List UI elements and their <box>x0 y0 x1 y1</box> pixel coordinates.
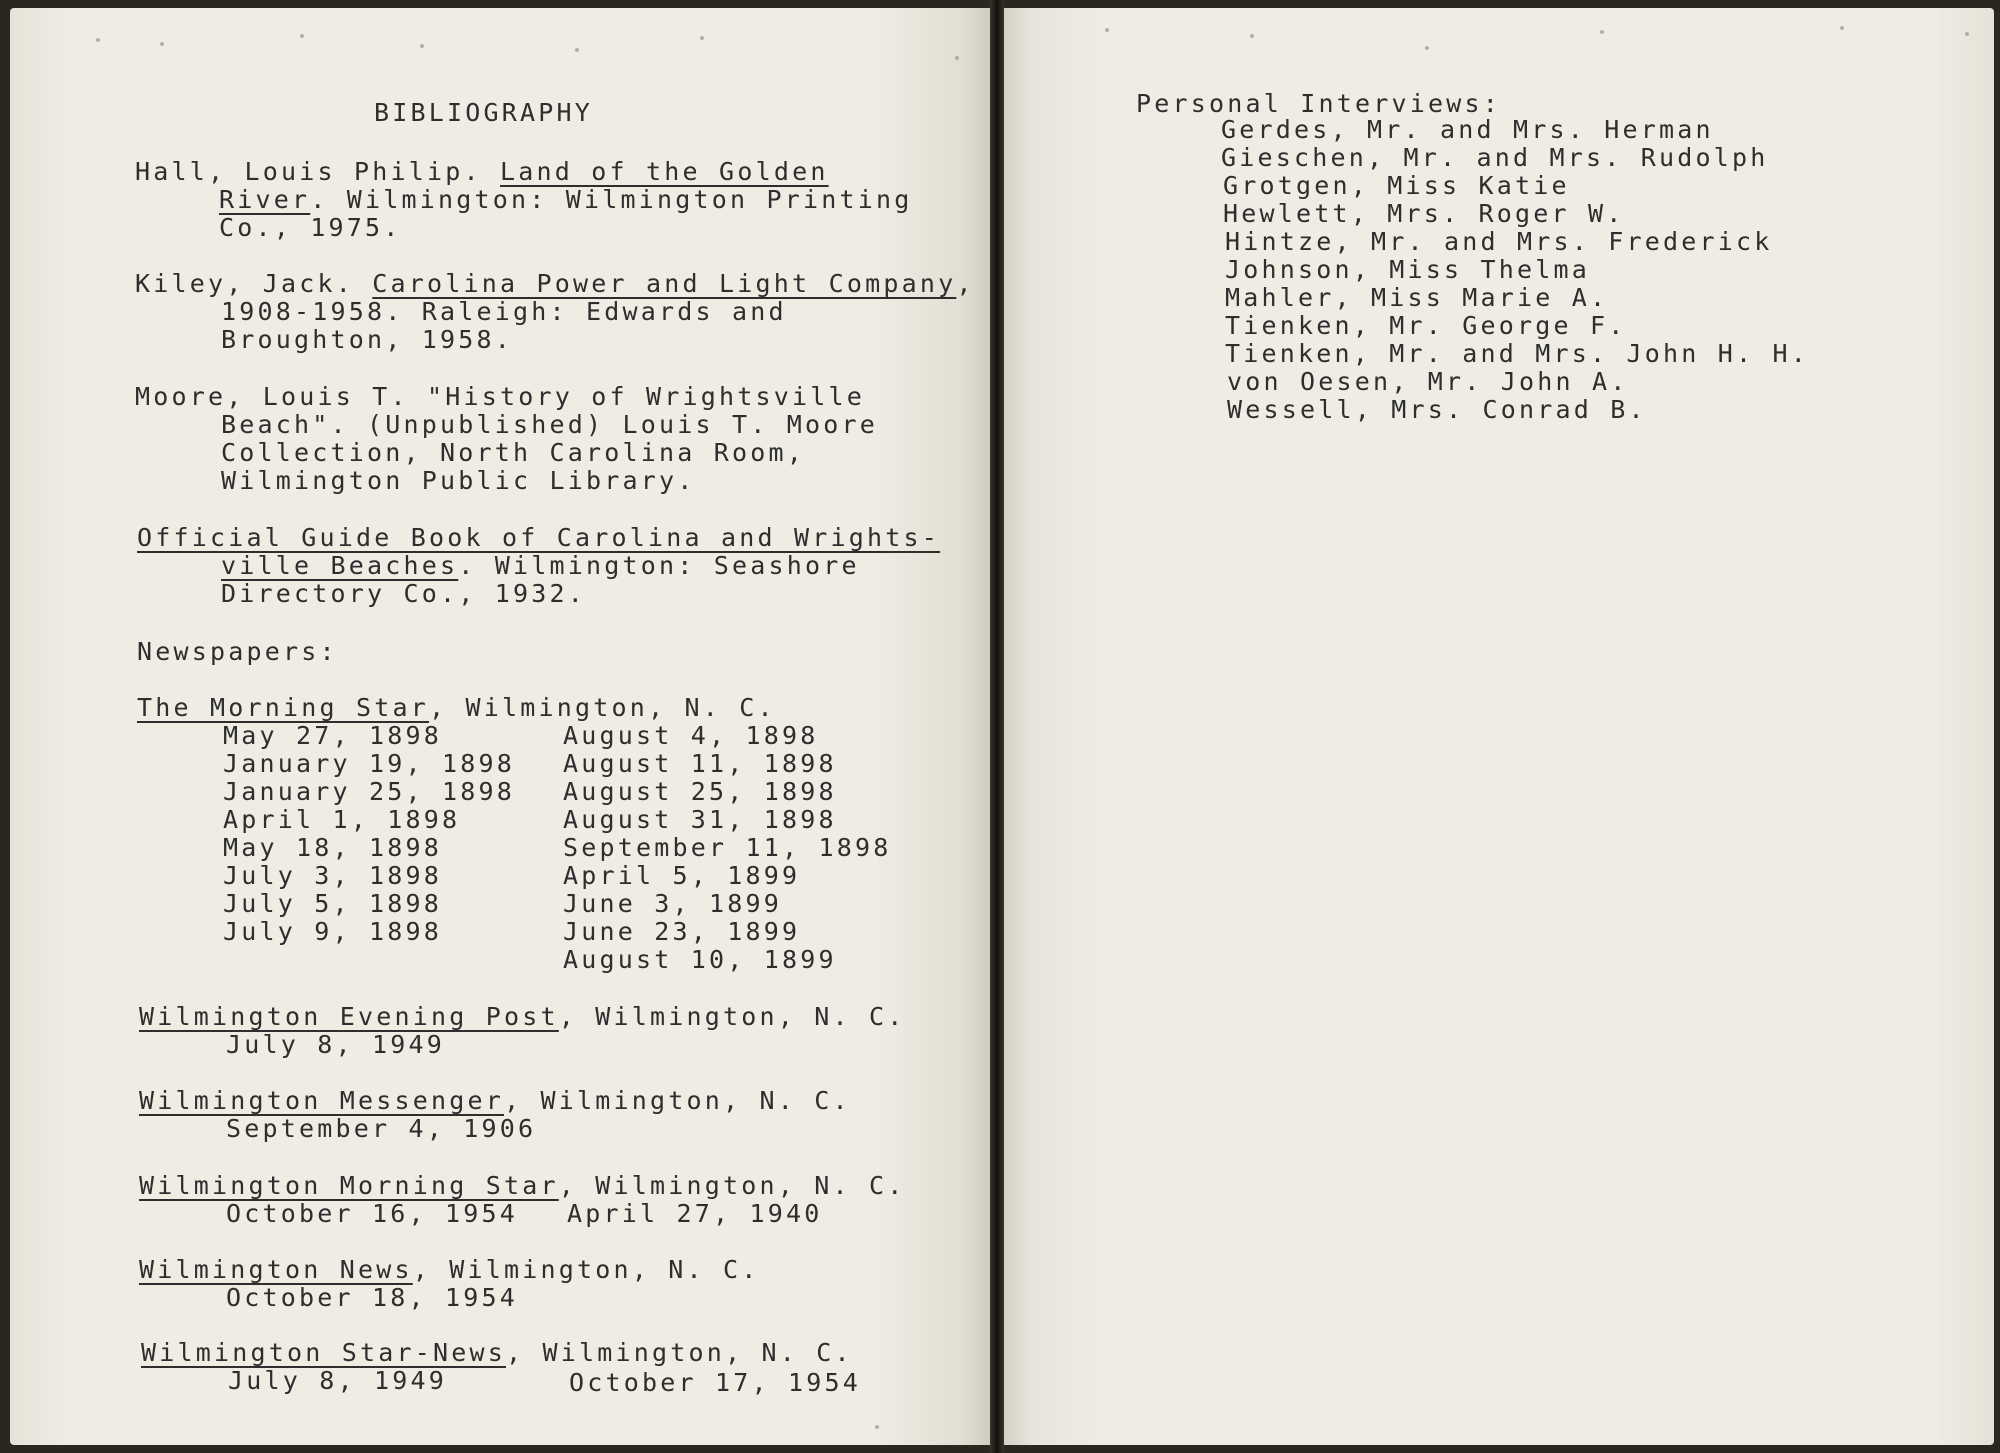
paper-speck <box>1600 30 1604 34</box>
date-item: August 11, 1898 <box>563 749 837 778</box>
newspaper-title: Wilmington Morning Star <box>139 1171 559 1200</box>
paper-speck <box>420 44 424 48</box>
date-item: August 10, 1899 <box>563 945 837 974</box>
interviewee: Grotgen, Miss Katie <box>1223 171 1570 200</box>
date-item: July 3, 1898 <box>223 861 443 890</box>
paper-speck <box>575 48 579 52</box>
book-title: Carolina Power and Light Company <box>372 269 957 298</box>
book-title: Land of the Golden <box>500 157 829 186</box>
page-heading: BIBLIOGRAPHY <box>374 98 594 127</box>
date-item: January 19, 1898 <box>223 749 516 778</box>
newspaper-title: Wilmington Star-News <box>141 1338 507 1367</box>
interviewee: Gerdes, Mr. and Mrs. Herman <box>1221 115 1714 144</box>
bib-entry-hall-line1: Hall, Louis Philip. Land of the Golden <box>135 157 829 186</box>
date-item: May 18, 1898 <box>223 833 443 862</box>
date-item: July 9, 1898 <box>223 917 443 946</box>
date-item: June 3, 1899 <box>563 889 783 918</box>
bib-entry-kiley-line1: Kiley, Jack. Carolina Power and Light Company, <box>135 269 975 298</box>
newspaper-title: Wilmington Messenger <box>139 1086 505 1115</box>
interviewee: Mahler, Miss Marie A. <box>1225 283 1609 312</box>
bib-entry-guide-line3: Directory Co., 1932. <box>221 579 587 608</box>
bib-entry-moore-line3: Collection, North Carolina Room, <box>221 438 806 467</box>
bib-entry-moore-line1: Moore, Louis T. "History of Wrightsville <box>135 382 866 411</box>
date-item: May 27, 1898 <box>223 721 443 750</box>
paper-speck <box>955 56 959 60</box>
interviewee: Hewlett, Mrs. Roger W. <box>1223 199 1625 228</box>
date-item: October 18, 1954 <box>226 1283 519 1312</box>
date-item: August 4, 1898 <box>563 721 819 750</box>
interviewee: Wessell, Mrs. Conrad B. <box>1227 395 1647 424</box>
bib-entry-kiley-line3: Broughton, 1958. <box>221 325 514 354</box>
left-page <box>10 8 992 1445</box>
date-item: August 25, 1898 <box>563 777 837 806</box>
date-item: June 23, 1899 <box>563 917 801 946</box>
interviewee: von Oesen, Mr. John A. <box>1227 367 1629 396</box>
paper-speck <box>1965 32 1969 36</box>
newspapers-label: Newspapers: <box>137 637 338 666</box>
interviewee: Hintze, Mr. and Mrs. Frederick <box>1225 227 1773 256</box>
interviewee: Johnson, Miss Thelma <box>1225 255 1591 284</box>
paper-speck <box>1105 28 1109 32</box>
bib-entry-hall-line3: Co., 1975. <box>219 213 402 242</box>
newspaper-title: Wilmington News <box>139 1255 413 1284</box>
paper-speck <box>700 36 704 40</box>
newspaper-wilmington-news: Wilmington News, Wilmington, N. C. <box>139 1255 760 1284</box>
date-item: April 5, 1899 <box>563 861 801 890</box>
paper-speck <box>1840 26 1844 30</box>
book-title: Official Guide Book of Carolina and Wrights- <box>137 523 941 552</box>
interviewee: Tienken, Mr. George F. <box>1225 311 1627 340</box>
date-item: October 16, 1954 <box>226 1199 519 1228</box>
book-gutter <box>990 0 1004 1453</box>
paper-speck <box>1250 34 1254 38</box>
interviewee: Gieschen, Mr. and Mrs. Rudolph <box>1221 143 1769 172</box>
paper-speck <box>1425 46 1429 50</box>
paper-speck <box>300 34 304 38</box>
interviews-heading: Personal Interviews: <box>1136 89 1502 118</box>
date-item: September 11, 1898 <box>563 833 892 862</box>
book-title: River <box>219 185 311 214</box>
bib-entry-guide-line1 <box>137 524 940 552</box>
paper-speck <box>875 1425 879 1429</box>
date-item: April 1, 1898 <box>223 805 461 834</box>
date-item: July 5, 1898 <box>223 889 443 918</box>
bib-entry-hall-line2: River. Wilmington: Wilmington Printing <box>219 185 913 214</box>
bib-entry-moore-line4: Wilmington Public Library. <box>221 466 696 495</box>
paper-speck <box>160 42 164 46</box>
interviewee: Tienken, Mr. and Mrs. John H. H. <box>1225 339 1810 368</box>
bib-entry-kiley-line2: 1908-1958. Raleigh: Edwards and <box>221 297 787 326</box>
date-item: September 4, 1906 <box>226 1114 537 1143</box>
date-item: July 8, 1949 <box>226 1030 446 1059</box>
date-item: October 17, 1954 <box>569 1368 862 1397</box>
newspaper-title: The Morning Star <box>137 693 430 722</box>
bib-entry-moore-line2: Beach". (Unpublished) Louis T. Moore <box>221 410 879 439</box>
newspaper-messenger: Wilmington Messenger, Wilmington, N. C. <box>139 1086 851 1115</box>
newspaper-evening-post: Wilmington Evening Post, Wilmington, N. C. <box>139 1002 906 1031</box>
newspaper-morning-star: The Morning Star, Wilmington, N. C. <box>137 693 776 722</box>
newspaper-wilmington-morning-star: Wilmington Morning Star, Wilmington, N. C. <box>139 1171 906 1200</box>
date-item: July 8, 1949 <box>228 1366 448 1395</box>
newspaper-title: Wilmington Evening Post <box>139 1002 559 1031</box>
book-title: ville Beaches <box>221 551 459 580</box>
date-item: January 25, 1898 <box>223 777 516 806</box>
paper-speck <box>96 38 100 42</box>
newspaper-star-news: Wilmington Star-News, Wilmington, N. C. <box>141 1338 853 1367</box>
date-item: April 27, 1940 <box>567 1199 823 1228</box>
bib-entry-guide-line2: ville Beaches. Wilmington: Seashore <box>221 551 860 580</box>
date-item: August 31, 1898 <box>563 805 837 834</box>
